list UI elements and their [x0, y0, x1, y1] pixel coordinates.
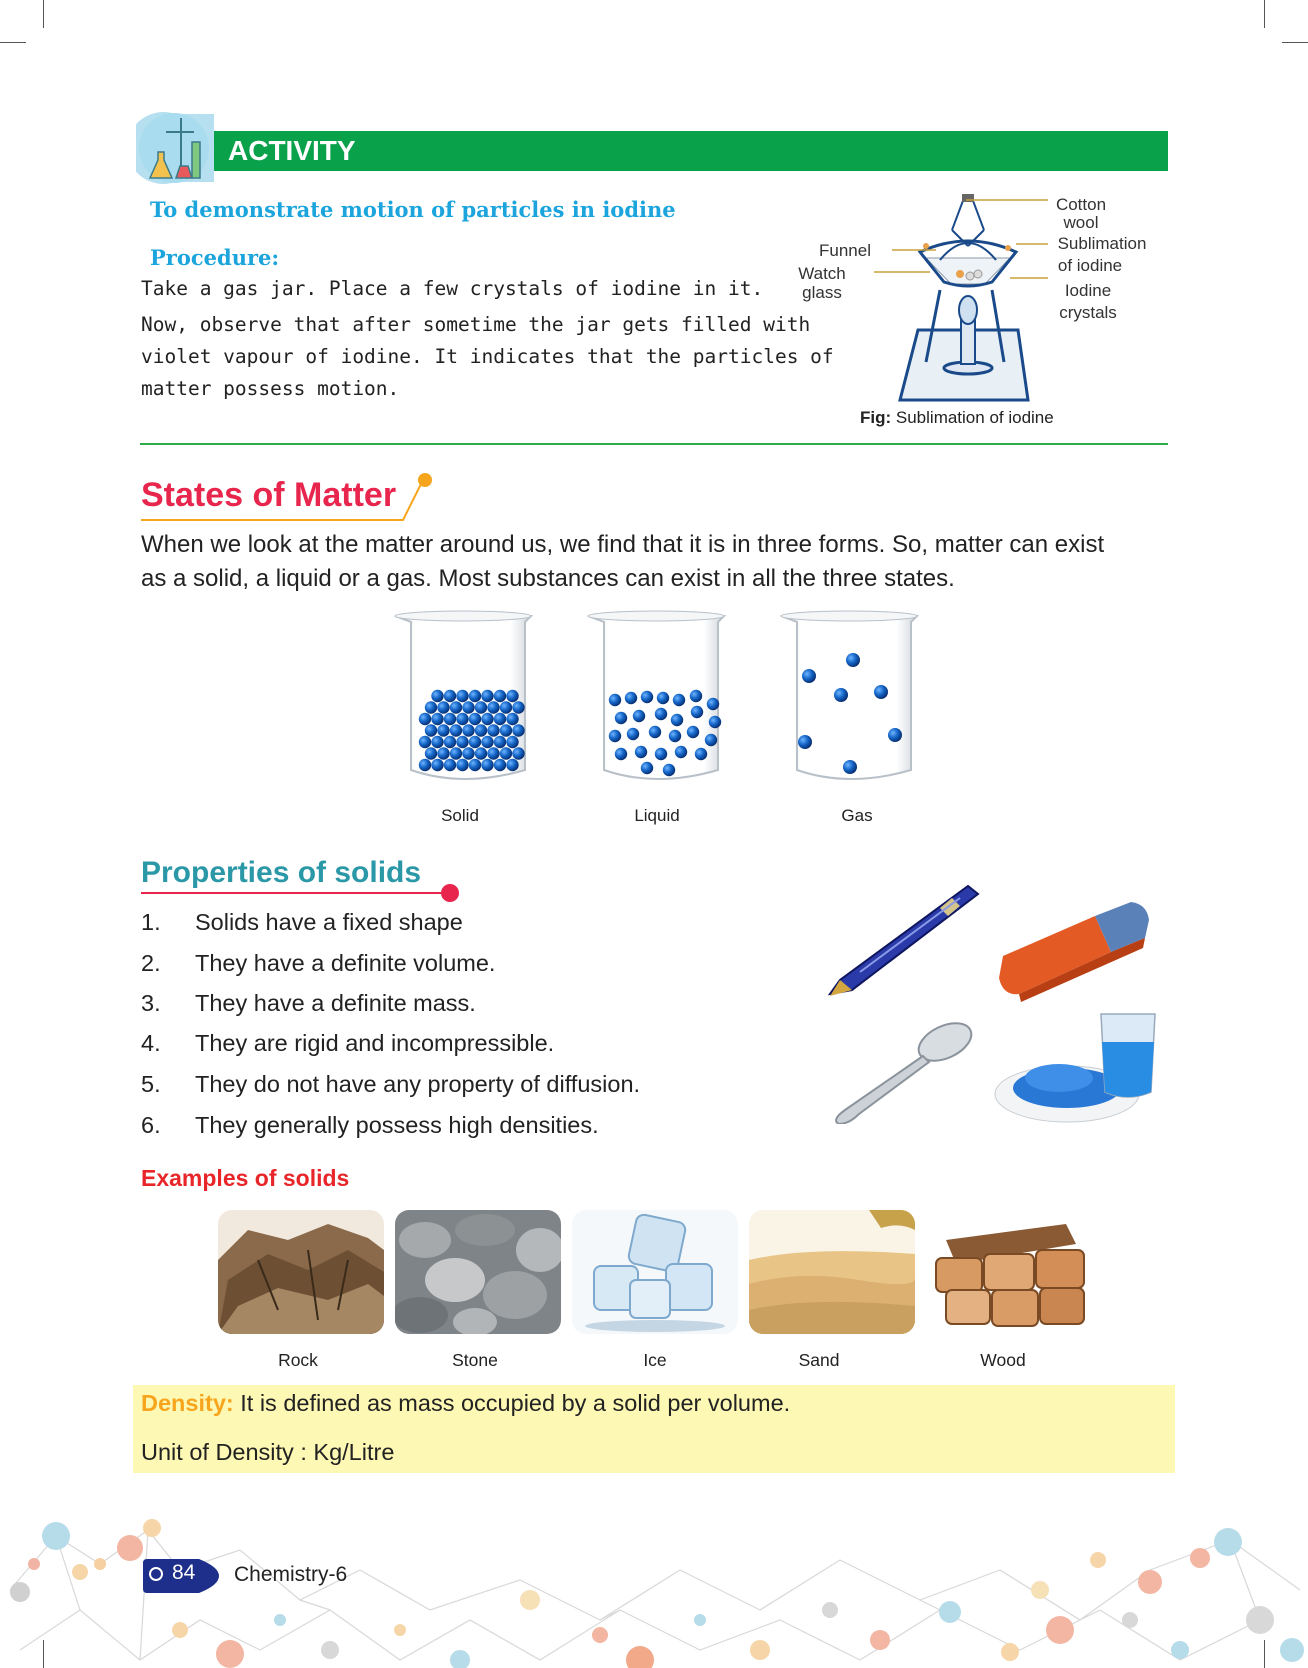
solid-particle — [456, 690, 468, 702]
solid-particle — [456, 736, 468, 748]
example-caption-stone: Stone — [452, 1350, 498, 1370]
activity-heading: ACTIVITY — [228, 135, 356, 166]
eraser-image — [995, 898, 1155, 1002]
property-number: 3. — [141, 990, 161, 1016]
property-text: They are rigid and incompressible. — [195, 1030, 555, 1056]
density-unit: Unit of Density : Kg/Litre — [141, 1439, 395, 1465]
solid-particle — [425, 701, 437, 713]
crop-mark — [0, 42, 26, 43]
procedure-line: Take a gas jar. Place a few crystals of iodine in it. — [141, 277, 764, 300]
liquid-particle — [675, 746, 687, 758]
page-number: 84 — [172, 1561, 196, 1584]
liquid-particle — [709, 716, 721, 728]
crop-mark — [1264, 0, 1265, 28]
liquid-particle — [609, 694, 621, 706]
property-item — [141, 1030, 554, 1057]
states-beakers-figure — [393, 608, 933, 793]
solid-particle — [444, 713, 456, 725]
solid-particle — [425, 747, 437, 759]
solid-particle — [512, 724, 524, 736]
property-item — [141, 1112, 599, 1139]
solid-particle — [456, 713, 468, 725]
solid-particle — [500, 701, 512, 713]
solid-particle — [419, 759, 431, 771]
solid-particle — [444, 736, 456, 748]
spoon-image — [825, 1020, 975, 1124]
figure-caption-text: Sublimation of iodine — [895, 408, 1054, 427]
solid-particle — [431, 713, 443, 725]
solid-particle — [487, 724, 499, 736]
solid-particle — [512, 747, 524, 759]
solid-particle — [450, 701, 462, 713]
liquid-particle — [615, 712, 627, 724]
sand-image — [749, 1210, 915, 1334]
figure-caption — [860, 408, 1054, 428]
solid-particle — [512, 701, 524, 713]
procedure-line: Now, observe that after sometime the jar gets filled with — [141, 313, 811, 336]
solid-particle — [450, 724, 462, 736]
density-definition-text: It is defined as mass occupied by a solid per volume. — [233, 1390, 791, 1416]
liquid-particle — [641, 762, 653, 774]
solid-particle — [425, 724, 437, 736]
procedure-line: matter possess motion. — [141, 377, 400, 400]
solid-particle — [506, 690, 518, 702]
liquid-particle — [655, 708, 667, 720]
solid-particle — [456, 759, 468, 771]
solid-particle — [494, 690, 506, 702]
liquid-particle — [707, 698, 719, 710]
solid-particle — [431, 690, 443, 702]
liquid-particle — [633, 710, 645, 722]
solid-particle — [500, 747, 512, 759]
liquid-particle — [609, 730, 621, 742]
liquid-particle — [687, 726, 699, 738]
solid-particle — [487, 701, 499, 713]
property-item — [141, 909, 463, 936]
solid-particle — [494, 713, 506, 725]
property-text: They do not have any property of diffusion. — [195, 1071, 641, 1097]
solid-particle — [481, 690, 493, 702]
rock-image — [218, 1210, 384, 1334]
solid-particle — [500, 724, 512, 736]
solid-particle — [444, 690, 456, 702]
states-intro — [141, 528, 1181, 596]
solid-particle — [431, 736, 443, 748]
beaker-caption-liquid: Liquid — [634, 806, 680, 825]
example-caption-rock: Rock — [278, 1350, 318, 1370]
example-caption-sand: Sand — [798, 1350, 840, 1370]
pen-image — [820, 880, 986, 1000]
beaker-caption-gas: Gas — [841, 806, 873, 825]
book-title: Chemistry-6 — [234, 1563, 348, 1586]
solid-particle — [481, 713, 493, 725]
solid-particle — [444, 759, 456, 771]
liquid-particle — [657, 692, 669, 704]
crop-mark — [1282, 42, 1308, 43]
property-text: They generally possess high densities. — [195, 1112, 599, 1138]
property-number: 2. — [141, 950, 161, 976]
label-iodine-crystals: crystals — [1059, 303, 1117, 322]
solid-particle — [462, 724, 474, 736]
examples-title: Examples of solids — [141, 1165, 350, 1191]
solid-particle — [494, 736, 506, 748]
solid-particle — [506, 759, 518, 771]
property-text: They have a definite mass. — [195, 990, 476, 1016]
solid-particle — [437, 701, 449, 713]
stone-image — [395, 1210, 561, 1334]
wood-image — [926, 1210, 1092, 1334]
properties-underline-dot — [441, 884, 459, 902]
title-underline-decoration — [141, 470, 441, 530]
label-funnel: Funnel — [819, 241, 871, 260]
property-number: 5. — [141, 1071, 161, 1097]
solid-particle — [462, 747, 474, 759]
label-watch-glass: Watch — [798, 264, 846, 283]
liquid-particle — [627, 728, 639, 740]
liquid-particle — [691, 706, 703, 718]
solid-particle — [506, 713, 518, 725]
liquid-particle — [695, 748, 707, 760]
section-divider — [140, 443, 1168, 445]
solid-particle — [469, 690, 481, 702]
solid-particle — [487, 747, 499, 759]
label-sublimation: of iodine — [1057, 256, 1123, 275]
example-caption-wood: Wood — [980, 1350, 1026, 1370]
solid-particle — [506, 736, 518, 748]
liquid-particle — [635, 746, 647, 758]
properties-title: Properties of solids — [141, 856, 422, 889]
liquid-particle — [705, 734, 717, 746]
solid-particle — [481, 736, 493, 748]
property-text: Solids have a fixed shape — [195, 909, 463, 935]
solid-particle — [475, 747, 487, 759]
liquid-particle — [673, 694, 685, 706]
activity-aim: To demonstrate motion of particles in iodine — [150, 197, 676, 222]
solid-particle — [462, 701, 474, 713]
label-watch-glass: glass — [802, 283, 842, 302]
diagram-leader-lines — [870, 190, 1070, 300]
solid-particle — [431, 759, 443, 771]
solid-particle — [494, 759, 506, 771]
solid-particle — [481, 759, 493, 771]
states-intro-line: as a solid, a liquid or a gas. Most substances can exist in all the three states. — [141, 565, 955, 592]
liquid-particle — [690, 690, 702, 702]
label-iodine-crystals: Iodine — [1064, 281, 1112, 300]
lab-apparatus-icon — [136, 112, 214, 184]
solid-particle — [475, 724, 487, 736]
ice-image — [572, 1210, 738, 1334]
copper-sulphate-image — [993, 1008, 1163, 1124]
procedure-line: violet vapour of iodine. It indicates that the particles of — [141, 345, 834, 368]
label-cotton-wool: wool — [1063, 213, 1099, 232]
solid-particle — [419, 736, 431, 748]
crop-mark — [43, 0, 44, 28]
solid-particle — [437, 724, 449, 736]
label-cotton-wool: Cotton — [1055, 195, 1107, 214]
liquid-particle — [641, 691, 653, 703]
property-item — [141, 1071, 640, 1098]
label-sublimation: Sublimation — [1057, 234, 1147, 253]
solid-particle — [419, 713, 431, 725]
states-intro-line: When we look at the matter around us, we find that it is in three forms. So, matter can exist — [141, 531, 1105, 558]
property-number: 4. — [141, 1030, 161, 1056]
solid-particle — [469, 759, 481, 771]
solid-particle — [469, 713, 481, 725]
liquid-particle — [615, 748, 627, 760]
liquid-particle — [669, 730, 681, 742]
density-term: Density: — [141, 1390, 234, 1416]
liquid-particle — [649, 726, 661, 738]
property-number: 1. — [141, 909, 161, 935]
solid-particle — [475, 701, 487, 713]
property-number: 6. — [141, 1112, 161, 1138]
liquid-particle — [655, 748, 667, 760]
liquid-particle — [625, 692, 637, 704]
states-title: States of Matter — [141, 476, 397, 514]
gas-beaker — [781, 611, 917, 779]
figure-caption-prefix: Fig: — [860, 408, 892, 427]
solid-particle — [450, 747, 462, 759]
properties-underline — [141, 892, 441, 894]
solid-particle — [437, 747, 449, 759]
liquid-particle — [671, 714, 683, 726]
example-caption-ice: Ice — [643, 1350, 667, 1370]
property-item — [141, 990, 476, 1017]
beaker-caption-solid: Solid — [441, 806, 479, 825]
procedure-label: Procedure: — [150, 245, 280, 270]
property-item — [141, 950, 495, 977]
liquid-particle — [663, 764, 675, 776]
property-text: They have a definite volume. — [195, 950, 496, 976]
density-definition — [141, 1390, 790, 1417]
solid-particle — [469, 736, 481, 748]
